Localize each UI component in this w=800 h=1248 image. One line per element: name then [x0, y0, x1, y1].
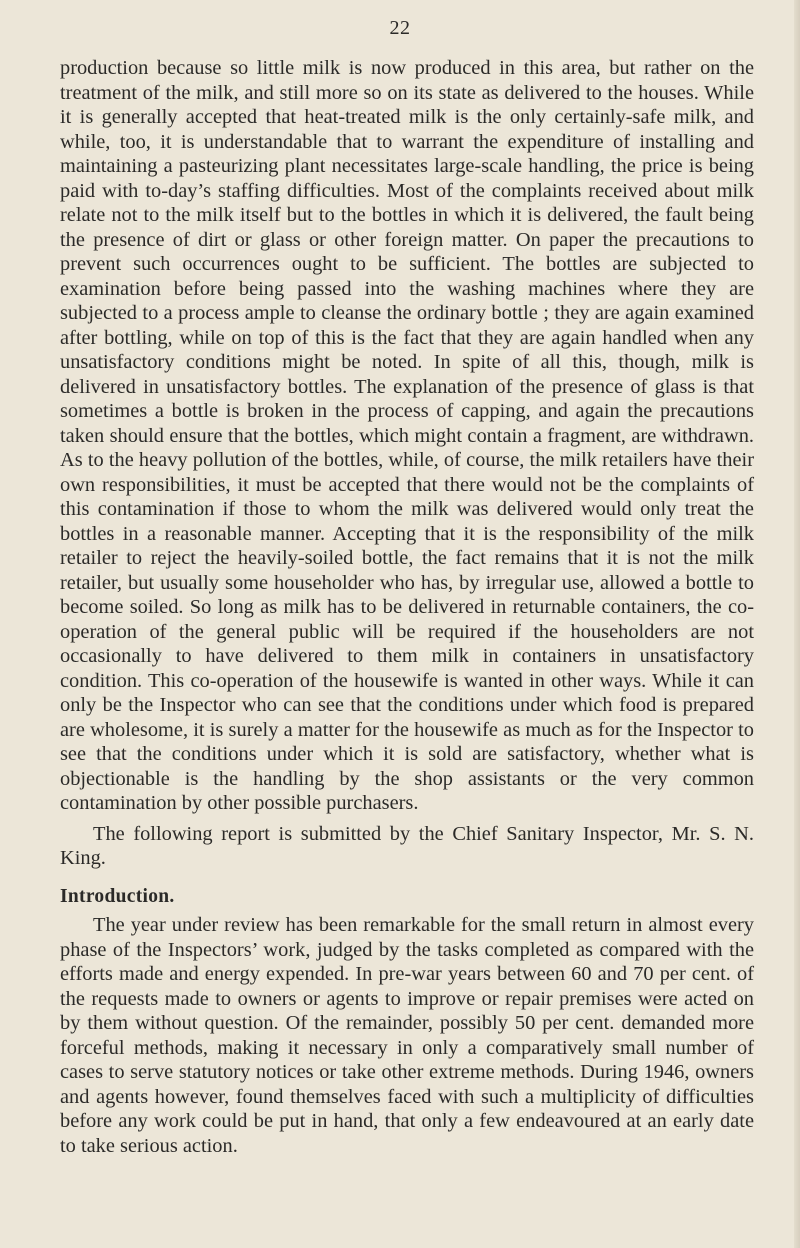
paragraph-year-review: The year under review has been remarkable for the small return in almost every phase of the Inspectors’ work, judged by the tasks completed as compared with the efforts made and energy expended. In pre-war years between 60 and 70 per cent. of the requests made to owners or agents to improve or repair premises were acted on by them without question. Of the remainder, possibly 50 per cent. demanded more forceful methods, making it necessary in only a comparatively small number of cases to serve statutory notices or take other extreme methods. During 1946, owners and agents however, found themselves faced with such a multiplicity of difficulties before any work could be put in hand, that only a few endeavoured at an early date to take serious action.: [60, 914, 754, 1157]
body-text: [60, 56, 754, 1158]
section-heading-introduction: Introduction.: [60, 885, 175, 907]
paragraph-report-intro: The following report is submitted by the Chief Sanitary Inspector, Mr. S. N. King.: [60, 822, 754, 869]
paragraph-milk-bottles: production because so little milk is now produced in this area, but rather on the treatment of the milk, and still more so on its state as delivered to the houses. While it is generally accepted that heat-treated milk is the only certainly-safe milk, and while, too, it is understandable that to warrant the expenditure of installing and maintaining a pasteurizing plant necessitates large-scale handling, the price is being paid with to-day’s staffing difficulties. Most of the complaints received about milk relate not to the milk itself but to the bottles in which it is delivered, the fault being the presence of dirt or glass or other foreign matter. On paper the precautions to prevent such occurrences ought to be sufficient. The bottles are subjected to examination before being passed into the washing machines where they are subjected to a process ample to cleanse the ordinary bottle ; they are again examined after bottling, while on top of this is the fact that they are again handled when any unsatisfactory conditions might be noted. In spite of all this, though, milk is delivered in unsatisfactory bottles. The explanation of the presence of glass is that sometimes a bottle is broken in the process of capping, and again the precautions taken should ensure that the bottles, which might contain a fragment, are withdrawn. As to the heavy pollution of the bottles, while, of course, the milk retailers have their own responsibilities, it must be accepted that there would not be the complaints of this contamination if those to whom the milk was delivered would only treat the bottles in a reasonable manner. Accepting that it is the responsibility of the milk retailer to reject the heavily-soiled bottle, the fact remains that it is not the milk retailer, but usually some householder who has, by irregular use, allowed a bottle to become soiled. So long as milk has to be delivered in returnable containers, the co-operation of the general public will be required if the householders are not occasionally to have delivered to them milk in containers in unsatisfactory condition. This co-operation of the housewife is wanted in other ways. While it can only be the Inspector who can see that the conditions under which food is prepared are wholesome, it is surely a matter for the housewife as much as for the Inspector to see that the conditions under which it is sold are satisfactory, whether what is objectionable is the handling by the shop assistants or the very common contamination by other possible purchasers.: [60, 57, 754, 814]
page-edge-shadow: [794, 0, 800, 1248]
page-number: 22: [389, 17, 411, 39]
